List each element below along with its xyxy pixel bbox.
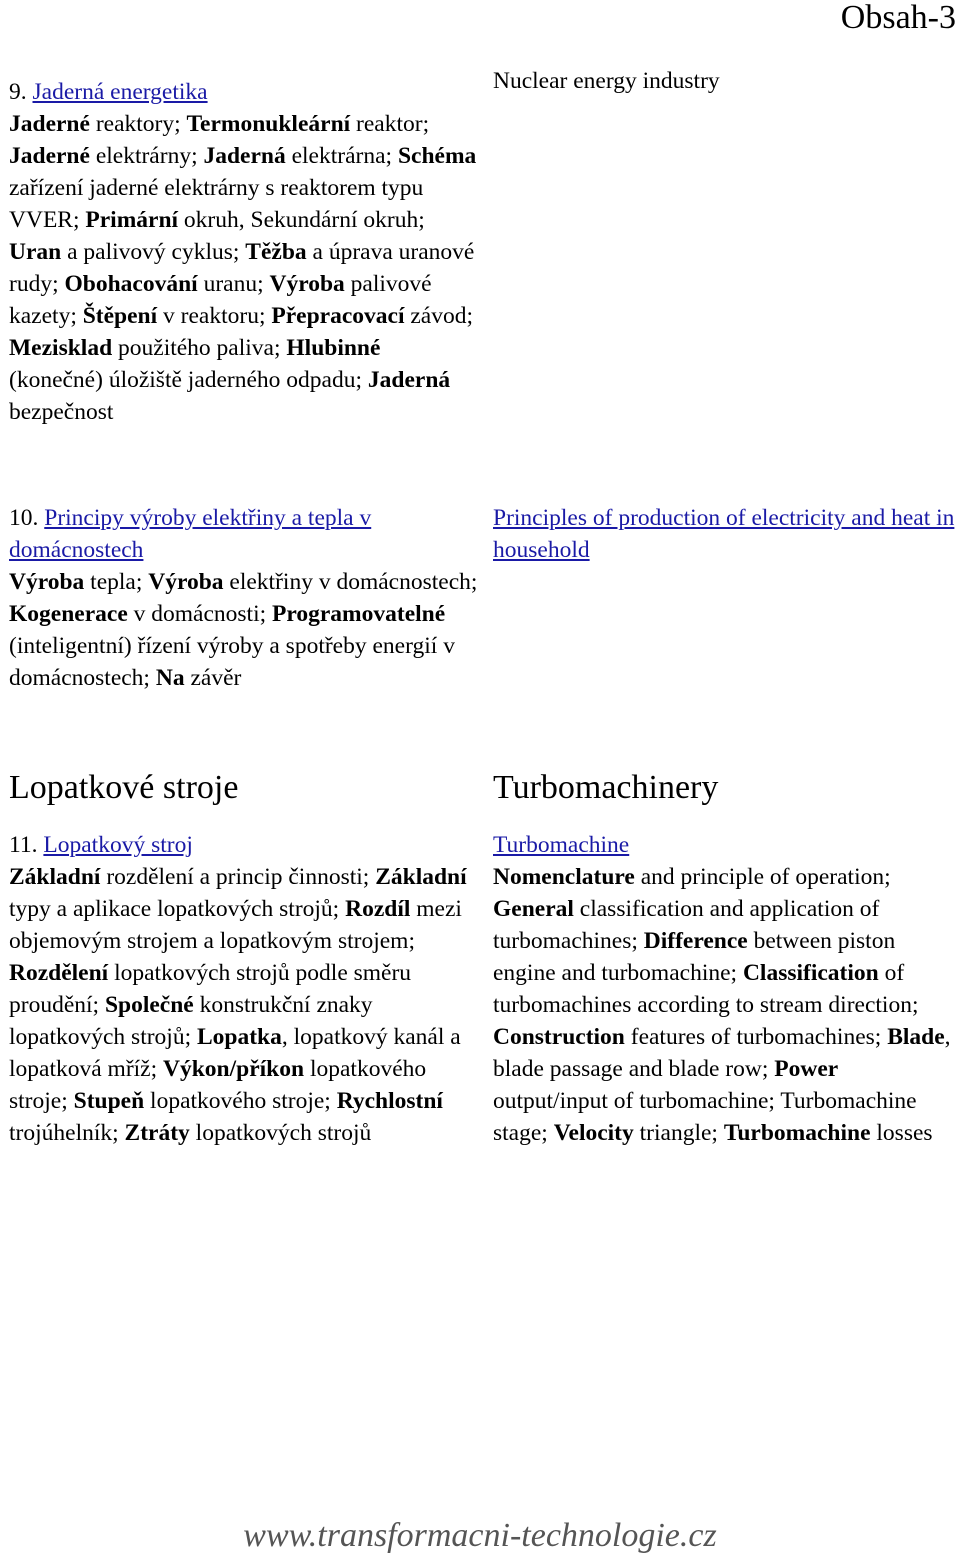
keyword: Difference bbox=[643, 928, 748, 954]
item-10-body-cz bbox=[9, 569, 477, 691]
phrase: , lopatkový kanál a lopatková mříž; bbox=[9, 1024, 461, 1082]
keyword: Výroba bbox=[9, 569, 85, 595]
phrase: lopatkového stroje; bbox=[9, 1056, 427, 1114]
keyword: Výkon/příkon bbox=[163, 1056, 305, 1082]
section-heading-en: Turbomachinery bbox=[493, 769, 719, 806]
keyword: Construction bbox=[493, 1024, 625, 1050]
phrase: losses bbox=[870, 1120, 933, 1146]
keyword: Programovatelné bbox=[272, 601, 446, 627]
phrase: a palivový cyklus; bbox=[61, 239, 246, 265]
phrase: lopatkového stroje; bbox=[144, 1088, 337, 1114]
keyword: Power bbox=[774, 1056, 839, 1082]
keyword: Schéma bbox=[397, 143, 477, 169]
phrase: trojúhelník; bbox=[9, 1120, 125, 1146]
phrase: of turbomachines according to stream direction; bbox=[493, 960, 919, 1018]
phrase: závěr bbox=[184, 665, 242, 691]
item-9-title-en: Nuclear energy industry bbox=[493, 68, 720, 94]
phrase: (inteligentní) řízení výroby a spotřeby energií v domácnostech; bbox=[9, 633, 455, 691]
phrase: triangle; bbox=[633, 1120, 724, 1146]
phrase: reaktor; bbox=[350, 111, 430, 137]
item-10-title-en-link[interactable]: Principles of production of electricity and heat in household bbox=[493, 505, 955, 563]
item-number: 9. bbox=[9, 79, 27, 105]
keyword: Hlubinné bbox=[286, 335, 381, 361]
keyword: Jaderné bbox=[9, 143, 90, 169]
phrase: (konečné) úložiště jaderného odpadu; bbox=[9, 367, 368, 393]
phrase: lopatkových strojů bbox=[189, 1120, 372, 1146]
item-9-title-link[interactable]: Jaderná energetika bbox=[32, 79, 208, 105]
item-9-cz bbox=[9, 76, 479, 428]
keyword: Štěpení bbox=[82, 303, 158, 329]
item-11-en bbox=[493, 829, 955, 1149]
keyword: Kogenerace bbox=[9, 601, 128, 627]
phrase: konstrukční znaky lopatkových strojů; bbox=[9, 992, 373, 1050]
phrase: , blade passage and blade row; bbox=[493, 1024, 951, 1082]
keyword: Rozdíl bbox=[345, 896, 411, 922]
phrase: rozdělení a princip činnosti; bbox=[100, 864, 376, 890]
item-11-title-link[interactable]: Lopatkový stroj bbox=[43, 832, 193, 858]
phrase: okruh, Sekundární okruh; bbox=[178, 207, 425, 233]
keyword: Základní bbox=[375, 864, 467, 890]
keyword: Mezisklad bbox=[9, 335, 113, 361]
phrase: elektřiny v domácnostech; bbox=[223, 569, 478, 595]
phrase: reaktory; bbox=[89, 111, 187, 137]
keyword: Obohacování bbox=[64, 271, 198, 297]
keyword: Blade bbox=[887, 1024, 945, 1050]
phrase: mezi objemovým strojem a lopatkovým strojem; bbox=[9, 896, 462, 954]
phrase: a úprava uranové rudy; bbox=[9, 239, 475, 297]
keyword: Uran bbox=[9, 239, 62, 265]
page-header: Obsah-3 bbox=[840, 0, 956, 36]
keyword: Rychlostní bbox=[336, 1088, 443, 1114]
keyword: Turbomachine bbox=[723, 1120, 871, 1146]
keyword: General bbox=[493, 896, 574, 922]
phrase: zařízení jaderné elektrárny s reaktorem typu VVER; bbox=[9, 175, 424, 233]
phrase: použitého paliva; bbox=[112, 335, 287, 361]
item-9-body-cz bbox=[9, 111, 476, 425]
phrase: elektrárna; bbox=[285, 143, 398, 169]
phrase: output/input of turbomachine; Turbomachine stage; bbox=[493, 1088, 917, 1146]
section-heading-cz: Lopatkové stroje bbox=[9, 769, 239, 806]
phrase: bezpečnost bbox=[9, 399, 114, 425]
keyword: Primární bbox=[85, 207, 179, 233]
phrase: v domácnosti; bbox=[127, 601, 273, 627]
keyword: Jaderné bbox=[9, 111, 90, 137]
keyword: Jaderná bbox=[367, 367, 451, 393]
keyword: Výroba bbox=[148, 569, 224, 595]
item-9-en bbox=[493, 65, 955, 97]
keyword: Velocity bbox=[553, 1120, 634, 1146]
keyword: Společné bbox=[104, 992, 194, 1018]
phrase: classification and application of turbomachines; bbox=[493, 896, 880, 954]
keyword: Stupeň bbox=[73, 1088, 145, 1114]
keyword: Lopatka bbox=[196, 1024, 282, 1050]
item-number: 11. bbox=[9, 832, 38, 858]
phrase: features of turbomachines; bbox=[624, 1024, 888, 1050]
item-11-body-cz bbox=[9, 864, 467, 1146]
item-10-title-link[interactable]: Principy výroby elektřiny a tepla v domácnostech bbox=[9, 505, 372, 563]
phrase: typy a aplikace lopatkových strojů; bbox=[9, 896, 346, 922]
keyword: Ztráty bbox=[124, 1120, 190, 1146]
item-10-en bbox=[493, 502, 955, 566]
keyword: Základní bbox=[9, 864, 101, 890]
keyword: Na bbox=[155, 665, 185, 691]
keyword: Jaderná bbox=[203, 143, 286, 169]
keyword: Classification bbox=[742, 960, 879, 986]
phrase: v reaktoru; bbox=[157, 303, 272, 329]
phrase: elektrárny; bbox=[89, 143, 204, 169]
keyword: Přepracovací bbox=[271, 303, 405, 329]
footer-url[interactable]: www.transformacni-technologie.cz bbox=[243, 1517, 717, 1554]
item-11-title-en-link[interactable]: Turbomachine bbox=[493, 832, 630, 858]
keyword: Těžba bbox=[245, 239, 307, 265]
phrase: uranu; bbox=[197, 271, 270, 297]
phrase: and principle of operation; bbox=[634, 864, 891, 890]
item-number: 10. bbox=[9, 505, 39, 531]
keyword: Nomenclature bbox=[493, 864, 635, 890]
phrase: between piston engine and turbomachine; bbox=[493, 928, 896, 986]
keyword: Termonukleární bbox=[186, 111, 351, 137]
keyword: Výroba bbox=[269, 271, 345, 297]
item-11-body-en bbox=[493, 864, 951, 1146]
item-11-cz bbox=[9, 829, 479, 1149]
phrase: palivové kazety; bbox=[9, 271, 432, 329]
phrase: tepla; bbox=[84, 569, 149, 595]
item-10-cz bbox=[9, 502, 479, 694]
phrase: závod; bbox=[404, 303, 473, 329]
keyword: Rozdělení bbox=[9, 960, 109, 986]
phrase: lopatkových strojů podle směru proudění; bbox=[9, 960, 412, 1018]
